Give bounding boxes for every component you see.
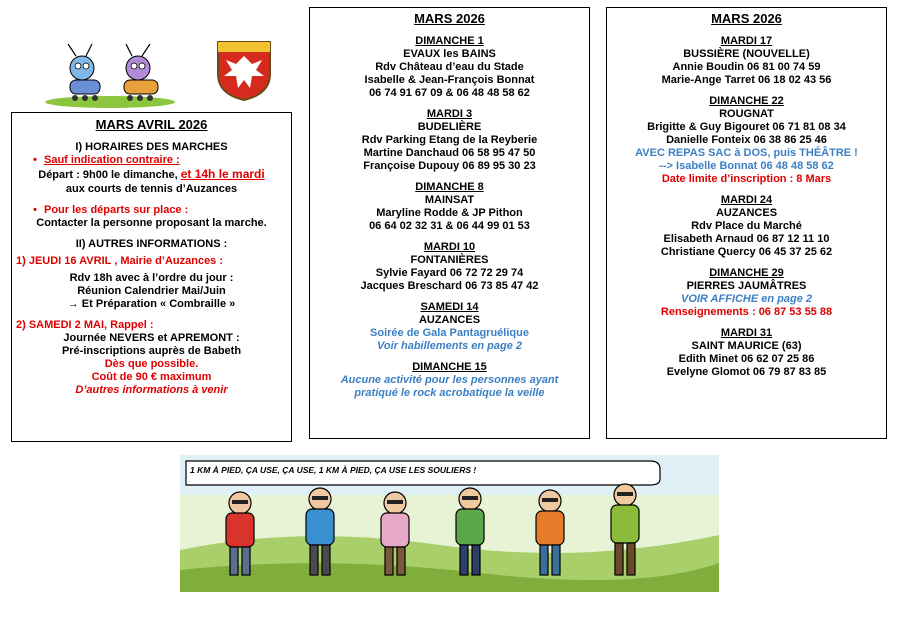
event-line: 06 74 91 67 09 & 06 48 48 58 62: [369, 87, 530, 99]
event-line: Annie Boudin 06 81 00 74 59: [672, 61, 821, 73]
item2-title: 2) SAMEDI 2 MAI, Rappel :: [16, 319, 154, 331]
event-place: ROUGNAT: [719, 108, 774, 120]
item1-line1: Rdv 18h avec à l’ordre du jour :: [69, 272, 234, 284]
depart-line: [12, 167, 291, 183]
event-mardi-17: [607, 35, 886, 87]
event-line: Rdv Château d’eau du Stade: [375, 61, 524, 73]
event-line: Jacques Breschard 06 73 85 47 42: [360, 280, 539, 292]
bullet-icon: [26, 204, 44, 216]
item2-line5: D’autres informations à venir: [75, 384, 228, 396]
event-line: Isabelle & Jean-François Bonnat: [364, 74, 535, 86]
event-mardi-10: [310, 241, 589, 293]
event-mardi-31: [607, 327, 886, 379]
event-day: DIMANCHE 15: [412, 361, 487, 373]
ants-illustration: [40, 40, 180, 110]
section2-title: II) AUTRES INFORMATIONS :: [75, 238, 228, 250]
item1-line3: → Et Préparation « Combraille »: [67, 298, 236, 310]
item2-line3: Dès que possible.: [104, 358, 199, 370]
event-line: Sylvie Fayard 06 72 72 29 74: [375, 267, 524, 279]
depart-line2: aux courts de tennis d’Auzances: [65, 183, 238, 195]
event-day: DIMANCHE 1: [415, 35, 484, 47]
event-note: VOIR AFFICHE en page 2: [680, 293, 812, 305]
event-line: Brigitte & Guy Bigouret 06 71 81 08 34: [647, 121, 846, 133]
event-day: MARDI 17: [720, 35, 773, 47]
event-line: Rdv Place du Marché: [691, 220, 802, 232]
event-day: SAMEDI 14: [420, 301, 479, 313]
event-note: Soirée de Gala Pantagruélique: [370, 327, 529, 339]
event-note: Voir habillements en page 2: [376, 340, 523, 352]
event-line: Maryline Rodde & JP Pithon: [376, 207, 523, 219]
event-note: Aucune activité pour les personnes ayant: [340, 374, 559, 386]
contact-line: Contacter la personne proposant la marche.: [36, 217, 267, 229]
item1-title: 1) JEUDI 16 AVRIL , Mairie d’Auzances :: [16, 255, 224, 267]
event-line: Françoise Dupouy 06 89 95 30 23: [363, 160, 536, 172]
event-deadline: Date limite d’inscription : 8 Mars: [661, 173, 832, 185]
left-info-box: [11, 112, 292, 442]
event-place: EVAUX les BAINS: [403, 48, 496, 60]
event-line: Danielle Fonteix 06 38 86 25 46: [666, 134, 827, 146]
event-line: Marie-Ange Tarret 06 18 02 43 56: [661, 74, 832, 86]
event-line: Elisabeth Arnaud 06 87 12 11 10: [663, 233, 830, 245]
event-day: DIMANCHE 22: [709, 95, 784, 107]
event-dimanche-8: [310, 181, 589, 233]
right-calendar-box: [606, 7, 887, 439]
event-line: Martine Danchaud 06 58 95 47 50: [363, 147, 536, 159]
section1-title: I) HORAIRES DES MARCHES: [75, 141, 228, 153]
left-title: MARS AVRIL 2026: [95, 117, 208, 132]
event-day: MARDI 24: [720, 194, 773, 206]
event-place: BUDELIÈRE: [417, 121, 482, 133]
hikers-cartoon: [180, 455, 719, 592]
event-place: MAINSAT: [424, 194, 475, 206]
middle-calendar-box: [309, 7, 590, 439]
event-dimanche-29: [607, 267, 886, 319]
speech-bubble-text: 1 KM À PIED, ÇA USE, ÇA USE, 1 KM À PIED, ÇA USE LES SOULIERS !: [190, 465, 477, 475]
event-mardi-3: [310, 108, 589, 173]
event-line: Edith Minet 06 62 07 25 86: [678, 353, 815, 365]
item1-line2: Réunion Calendrier Mai/Juin: [77, 285, 226, 297]
event-day: MARDI 31: [720, 327, 773, 339]
event-samedi-14: [310, 301, 589, 353]
item2-line1: Journée NEVERS et APREMONT :: [63, 332, 240, 344]
event-note: AVEC REPAS SAC à DOS, puis THÉÂTRE !: [635, 147, 858, 159]
event-day: MARDI 3: [426, 108, 473, 120]
event-day: MARDI 10: [423, 241, 476, 253]
event-line: Evelyne Glomot 06 79 87 83 85: [666, 366, 827, 378]
event-place: FONTANIÈRES: [410, 254, 489, 266]
item2-line2: Pré-inscriptions auprès de Babeth: [61, 345, 242, 357]
event-note: pratiqué le rock acrobatique la veille: [354, 387, 545, 399]
event-line: Christiane Quercy 06 45 37 25 62: [660, 246, 833, 258]
event-dimanche-22: [607, 95, 886, 186]
middle-title: MARS 2026: [414, 11, 485, 26]
bullet-sauf: [12, 154, 291, 167]
event-note: --> Isabelle Bonnat 06 48 48 58 62: [659, 160, 834, 172]
event-day: DIMANCHE 8: [415, 181, 484, 193]
event-place: BUSSIÈRE (NOUVELLE): [683, 48, 810, 60]
depart-red: et 14h le mardi: [180, 167, 265, 181]
event-line: 06 64 02 32 31 & 06 44 99 01 53: [369, 220, 530, 232]
event-place: AUZANCES: [715, 207, 778, 219]
event-day: DIMANCHE 29: [709, 267, 784, 279]
bullet-sauf-text: Sauf indication contraire :: [44, 154, 180, 166]
event-dimanche-15: [310, 361, 589, 400]
event-dimanche-1: [310, 35, 589, 100]
event-place: AUZANCES: [418, 314, 481, 326]
event-place: PIERRES JAUMÂTRES: [686, 280, 807, 292]
bullet-icon: [26, 154, 44, 166]
event-line: Rdv Parking Etang de la Reyberie: [361, 134, 538, 146]
item2-line4: Coût de 90 € maximum: [91, 371, 212, 383]
event-place: SAINT MAURICE (63): [691, 340, 802, 352]
event-contact: Renseignements : 06 87 53 55 88: [660, 306, 833, 318]
bullet-departs: [12, 204, 291, 217]
event-mardi-24: [607, 194, 886, 259]
right-title: MARS 2026: [711, 11, 782, 26]
coat-of-arms-icon: [216, 40, 272, 102]
depart-prefix: Départ : 9h00 le dimanche,: [38, 169, 181, 181]
bullet-departs-text: Pour les départs sur place :: [44, 204, 189, 216]
